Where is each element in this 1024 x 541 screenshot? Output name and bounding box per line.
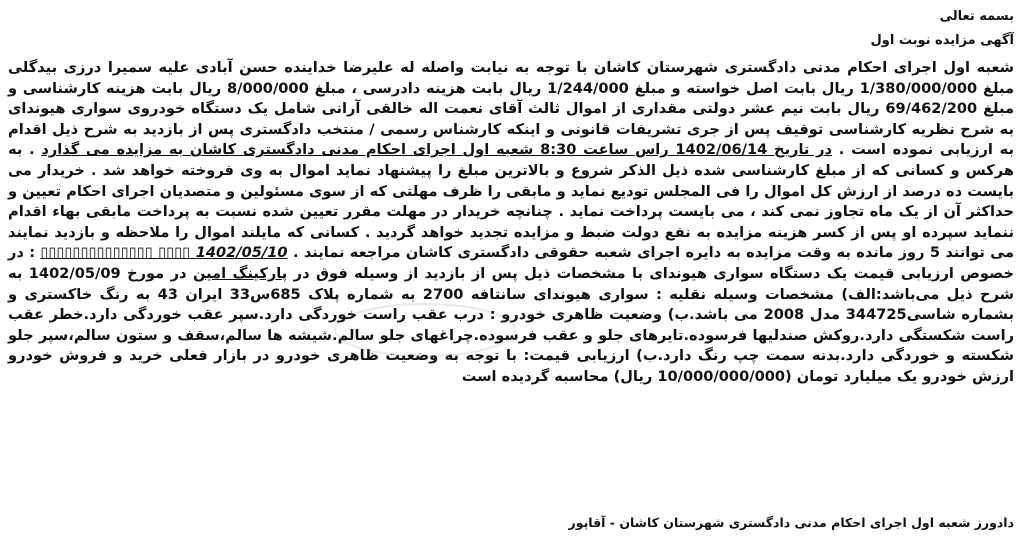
auction-date-statement: در تاریخ 1402/06/14 راس ساعت 8:30 شعبه اول اجرای احکام مدنی دادگستری کاشان به مزایده می گذارد bbox=[41, 141, 833, 159]
body-paragraph-terms: . به هرکس و کسانی که از مبلغ کارشناسی شده ذیل الذکر شروع و بالاترین مبلغ را پیشنهاد نماید اموال به وی فروخته خواهد شد . خریدار می بایست ده درصد از ارزش کل اموال را فی المجلس تودیع نماید و مابقی را ظرف مهلتی که از سوی مسئولین و متصدیان اجرای احکام تعیین و حداکثر آن از یک ماه تجاوز نمی کند ، می بایست پرداخت نماید . چنانچه خریدار در مهلت مقرر تعیین شده نسبت به پرداخت مابقی بهاء اقدام ننماید سپرده او پس از کسر هزینه مزایده به نفع دولت ضبط و مزایده تجدید خواهد گردید . کسانی که مایلند اموال را ملاحظه و بازدید نمایند می توانند 5 روز مانده به وقت مزایده به دایره اجرای شعبه حقوقی دادگستری کاشان مراجعه نمایند . bbox=[8, 141, 1014, 262]
body-paragraph-appraisal-intro: : در خصوص ارزیابی قیمت یک دستگاه سواری هیوندای با مشخصات ذیل پس از بازدید از وسیله فوق در bbox=[8, 244, 1014, 282]
body-paragraph-appraisal: در مورخ 1402/05/09 به شرح ذیل می‌باشد:الف) مشخصات وسیله نقلیه : سواری هیوندای سانتافه 2700 به شماره پلاک 685س33 ایران 43 به رنگ خاکستری و بشماره شاسی344725 مدل 2008 می باشد.ب) وضعیت ظاهری خودرو : درب عقب راست خوردگی دارد.سپر عقب خوردگی دارد.خطر عقب راست شکستگی دارد.روکش صندلیها فرسوده.تایرهای جلو و عقب فرسوده.چراغهای جلو سالم.شیشه ها سالم،سقف و ستون سالم،سپر جلو شکسته و خوردگی دارد.بدنه سمت چپ رنگ دارد.ب) ارزیابی قیمت: با توجه به وضعیت ظاهری خودرو در بازار فعلی خرید و فروش خودرو ارزش خودرو یک میلیارد تومان (10/000/000/000 ریال) محاسبه گردیده است bbox=[8, 264, 1015, 385]
parking-name: پارکینگ امین bbox=[192, 264, 288, 282]
body-paragraph-intro: شعبه اول اجرای احکام مدنی دادگستری شهرستان کاشان با توجه به نیابت واصله له علیرضا خداینده حسن آبادی علیه سمیرا درزی بیدگلی مبلغ 1/380/000/000 ریال بابت اصل خواسته و مبلغ 1/244/000 ریال بابت هزینه دادرسی ، مبلغ 8/000/000 ریال بابت هزینه کارشناسی و مبلغ 69/462/200 ریال بابت نیم عشر دولتی مقداری از اموال ثالث آقای نعمت اله خالقی آرانی شامل یک دستگاه خودروی سواری هیوندای به شرح نظریه کارشناسی توقیف پس از جری تشریفات قانونی و اینکه کارشناس رسمی / منتخب دادگستری پس از بازدید به شرح ذیل اقدام به ارزیابی نموده است . bbox=[8, 59, 1015, 159]
garbled-date-line: 1402/05/10 ▯▯▯▯ ▯▯▯▯▯▯▯▯▯▯▯▯▯▯ bbox=[40, 244, 288, 262]
notice-title: آگهی مزایده نوبت اول bbox=[870, 33, 1014, 48]
basmala-heading: بسمه تعالی bbox=[939, 9, 1014, 24]
notice-body bbox=[8, 58, 1014, 388]
signature-footer: دادورز شعبه اول اجرای احکام مدنی دادگستری شهرستان کاشان - آقاپور bbox=[568, 515, 1014, 530]
